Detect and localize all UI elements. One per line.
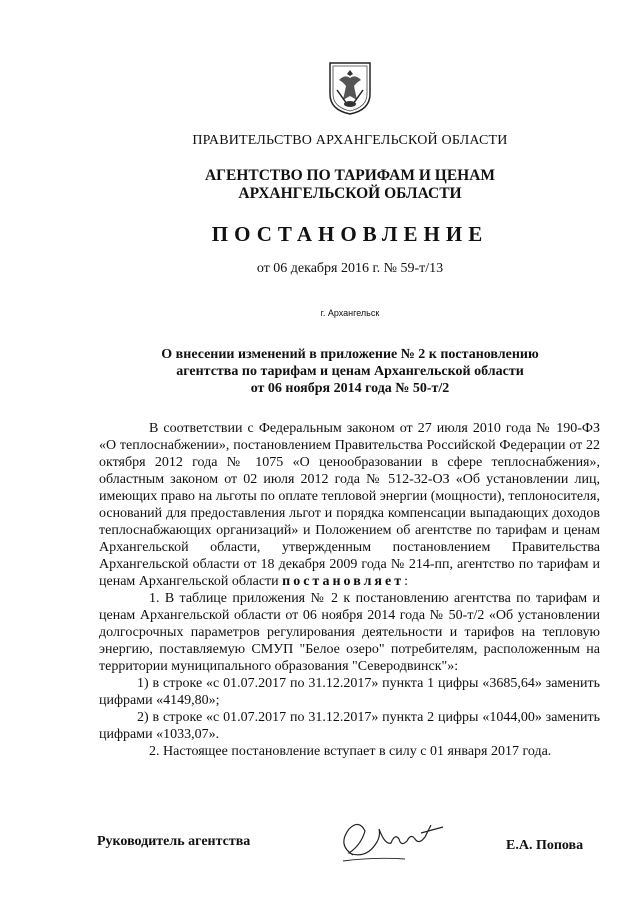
document-date-number: от 06 декабря 2016 г. № 59-т/13 xyxy=(256,261,444,276)
handwritten-signature xyxy=(335,815,450,870)
document-city: г. Архангельск xyxy=(320,308,380,318)
signatory-name: Е.А. Попова xyxy=(506,838,584,853)
item-1: 1. В таблице приложения № 2 к постановлению агентства по тарифам и ценам Архангельской области от 06 ноября 2014 года № 50-т/2 «Об установлении долгосрочных параметров регулирования деятельности и тарифов на тепловую энергию, поставляемую СМУП "Белое озеро" потребителям, расположенным на территории муниципального образования "Северодвинск"»: xyxy=(99,591,600,674)
document-type: ПОСТАНОВЛЕНИЕ xyxy=(211,222,489,246)
decree-word: постановляет xyxy=(282,574,405,589)
coat-of-arms-emblem xyxy=(327,60,373,116)
document-subject xyxy=(0,346,640,397)
item-1-2: 2) в строке «с 01.07.2017 по 31.12.2017» пункта 2 цифры «1044,00» заменить цифрами «1033,07». xyxy=(99,710,600,742)
agency-title xyxy=(0,167,640,203)
preamble-paragraph: В соответствии с Федеральным законом от 27 июля 2010 года № 190-ФЗ «О теплоснабжении», постановлением Правительства Российской Федерации от 22 октября 2012 года № 1075 «О ценообразовании в сфере теплоснабжения», областным законом от 02 июля 2012 года № 512-32-ОЗ «Об установлении лиц, имеющих право на льготы по оплате тепловой энергии (мощности), теплоносителя, оснований для предоставления льгот и порядка компенсации выпадающих доходов теплоснабжающих организаций» и Положением об агентстве по тарифам и ценам Архангельской области, утвержденным постановлением Правительства Архангельской области от 18 декабря 2009 года № 214-пп, агентство по тарифам и ценам Архангельской области постановляет: xyxy=(99,421,600,589)
document-body xyxy=(99,420,600,760)
agency-title-line2: АРХАНГЕЛЬСКОЙ ОБЛАСТИ xyxy=(238,185,462,202)
item-2: 2. Настоящее постановление вступает в силу с 01 января 2017 года. xyxy=(149,744,552,759)
agency-title-line1: АГЕНТСТВО ПО ТАРИФАМ И ЦЕНАМ xyxy=(204,167,496,184)
subject-line3: от 06 ноября 2014 года № 50-т/2 xyxy=(250,381,450,396)
preamble-text: В соответствии с Федеральным законом от 27 июля 2010 года № 190-ФЗ «О теплоснабжении», постановлением Правительства Российской Федерации от 22 октября 2012 года № 1075 «О ценообразовании в сфере теплоснабжения», областным законом от 02 июля 2012 года № 512-32-ОЗ «Об установлении лиц, имеющих право на льготы по оплате тепловой энергии (мощности), теплоносителя, оснований для предоставления льгот и порядка компенсации выпадающих доходов теплоснабжающих организаций» и Положением об агентстве по тарифам и ценам Архангельской области, утвержденным постановлением Правительства Архангельской области от 18 декабря 2009 года № 214-пп, агентство по тарифам и ценам Архангельской области xyxy=(99,421,600,589)
signatory-title: Руководитель агентства xyxy=(97,834,251,849)
subject-line2: агентства по тарифам и ценам Архангельской области xyxy=(176,364,524,379)
item-1-1: 1) в строке «с 01.07.2017 по 31.12.2017» пункта 1 цифры «3685,64» заменить цифрами «4149,80»; xyxy=(99,676,600,708)
subject-line1: О внесении изменений в приложение № 2 к постановлению xyxy=(161,347,539,362)
government-title: ПРАВИТЕЛЬСТВО АРХАНГЕЛЬСКОЙ ОБЛАСТИ xyxy=(192,133,508,148)
